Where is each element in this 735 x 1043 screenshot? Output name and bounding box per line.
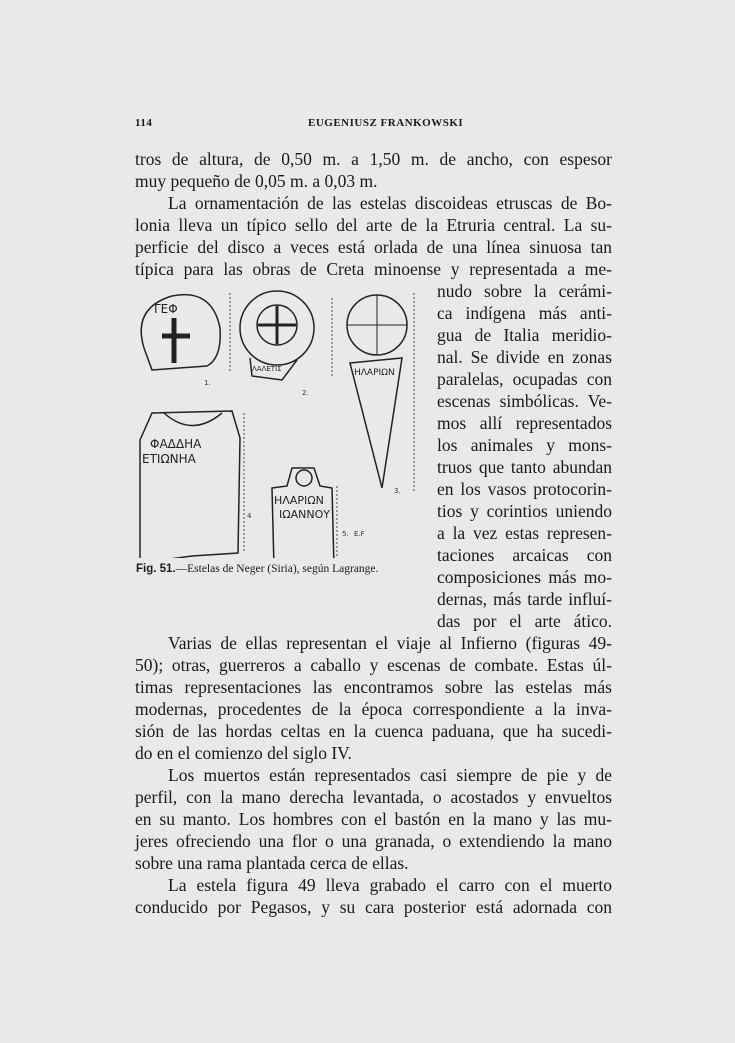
text-line: perfil, con la mano derecha levantada, o acostados y envueltos: [135, 787, 612, 807]
inscription: ΙΩΑΝΝΟΥ: [279, 508, 331, 521]
text-line: los animales y mons-: [437, 435, 612, 455]
text-line: Los muertos están representados casi siempre de pie y de: [168, 765, 612, 785]
figure-number: 4: [247, 512, 252, 520]
text-line: escenas simbólicas. Ve-: [437, 391, 612, 411]
text-line: modernas, procedentes de la época correspondiente a la inva-: [135, 699, 612, 719]
inscription: ΗΛΑΡΙΩΝ: [354, 368, 395, 378]
stele-4-illustration: [140, 411, 240, 558]
figure-caption-text: —Estelas de Neger (Siria), según Lagrange.: [175, 563, 379, 575]
figure-caption: [136, 563, 378, 575]
text-line: sobre una rama plantada cerca de ellas.: [135, 853, 409, 873]
text-line: 50); otras, guerreros a caballo y escenas de combate. Estas úl-: [135, 655, 612, 675]
text-line: do en el comienzo del siglo IV.: [135, 743, 352, 763]
page-number: 114: [135, 117, 153, 129]
text-line: La ornamentación de las estelas discoideas etruscas de Bo-: [168, 193, 612, 213]
figure-number: 1.: [204, 379, 211, 387]
text-line: perficie del disco a veces está orlada de una línea sinuosa tan: [135, 237, 612, 257]
figure-number: E.F: [354, 530, 365, 538]
text-line: tros de altura, de 0,50 m. a 1,50 m. de ancho, con espesor: [135, 149, 612, 169]
text-line: muy pequeño de 0,05 m. a 0,03 m.: [135, 171, 378, 191]
text-line: típica para las obras de Creta minoense y representada a me-: [135, 259, 612, 279]
text-line: gua de Italia meridio-: [437, 325, 612, 345]
text-line: lonia lleva un típico sello del arte de la Etruria central. La su-: [135, 215, 612, 235]
text-line: a la vez estas represen-: [437, 523, 612, 543]
text-line: Varias de ellas representan el viaje al Infierno (figuras 49-: [168, 633, 612, 653]
text-line: nudo sobre la cerámi-: [437, 281, 612, 301]
inscription: ΦΑΔΔΗΑ: [150, 437, 202, 451]
text-line: ca indígena más anti-: [437, 303, 612, 323]
text-line: timas representaciones las encontramos sobre las estelas más: [135, 677, 612, 697]
text-line: en los vasos protocorin-: [437, 479, 612, 499]
text-line: en su manto. Los hombres con el bastón en la mano y las mu-: [135, 809, 612, 829]
text-line: composiciones más mo-: [437, 567, 612, 587]
text-line: conducido por Pegasos, y su cara posterior está adornada con: [135, 897, 612, 917]
inscription: ΓΕΦ: [154, 302, 178, 316]
text-line: mos allí representados: [437, 413, 612, 433]
inscription: ΕΤΙΩΝΗΑ: [142, 452, 196, 466]
inscription: ΗΛΑΡΙΩΝ: [274, 494, 324, 507]
text-line: nal. Se divide en zonas: [437, 347, 612, 367]
text-line: truos que tanto abundan: [437, 457, 612, 477]
text-line: das por el arte ático.: [437, 611, 612, 631]
text-line: taciones arcaicas con: [437, 545, 612, 565]
text-line: tios y corintios uniendo: [437, 501, 612, 521]
inscription: ΛΑΛΕΤΙΣ: [252, 365, 282, 373]
text-line: La estela figura 49 lleva grabado el carro con el muerto: [168, 875, 612, 895]
stelae-figure: [132, 288, 432, 558]
text-line: sión de las hordas celtas en la cuenca paduana, que ha sucedi-: [135, 721, 612, 741]
figure-caption-label: Fig. 51.: [136, 563, 176, 575]
running-title: EUGENIUSZ FRANKOWSKI: [308, 117, 464, 129]
text-line: dernas, más tarde influí-: [437, 589, 612, 609]
figure-number: 3.: [394, 487, 401, 495]
figure-number: 2.: [302, 389, 309, 397]
text-line: jeres ofreciendo una flor o una granada, o extendiendo la mano: [135, 831, 612, 851]
figure-number: 5.: [342, 530, 349, 538]
text-line: paralelas, ocupadas con: [437, 369, 612, 389]
